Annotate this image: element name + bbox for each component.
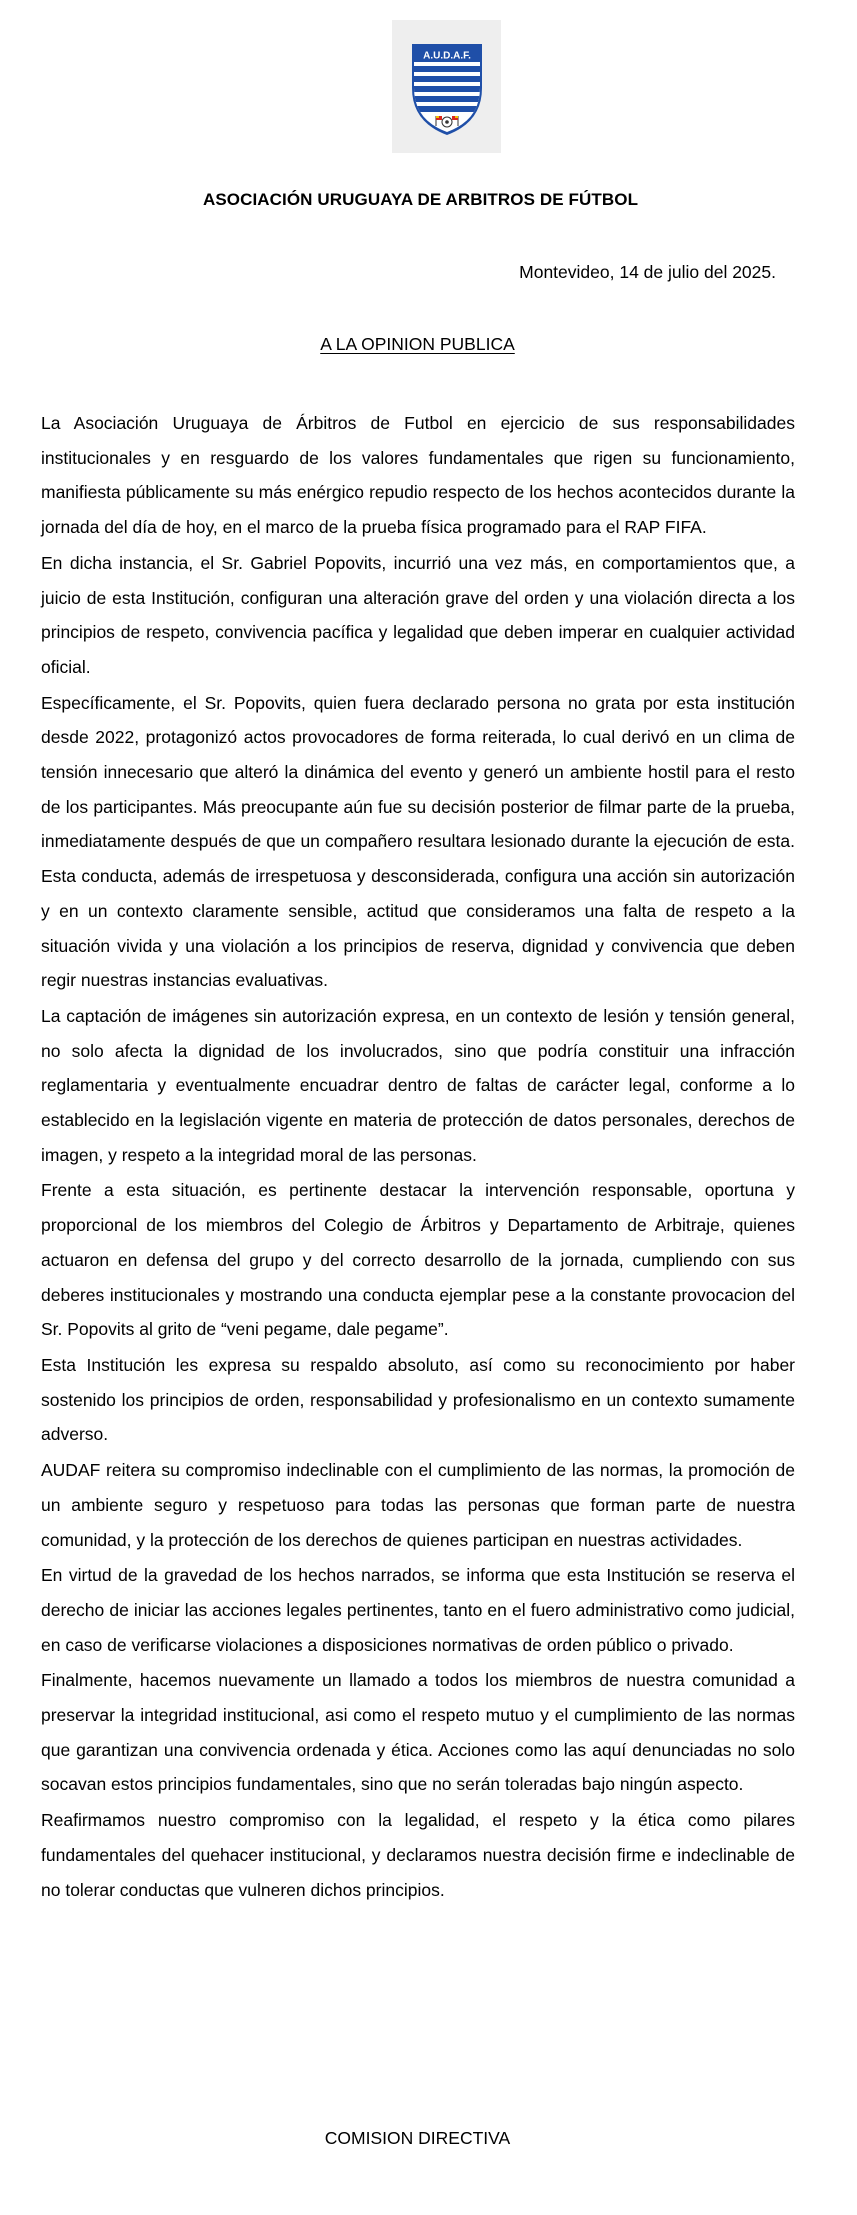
paragraph-5: Frente a esta situación, es pertinente destacar la intervención responsable, oportuna y proporcional de los miembros del Colegio de Árbitros y Departamento de Arbitraje, quienes actuaron en defensa del grupo y del correcto desarrollo de la jornada, cumpliendo con sus deberes institucionales y mostrando una conducta ejemplar pese a la constante provocacion del Sr. Popovits al grito de “veni pegame, dale pegame”. [41,1180,795,1340]
paragraph-2: En dicha instancia, el Sr. Gabriel Popovits, incurrió una vez más, en comportamientos que, a juicio de esta Institución, configuran una alteración grave del orden y una violación directa a los principios de respeto, convivencia pacífica y legalidad que deben imperar en cualquier actividad oficial. [41,552,795,677]
paragraph-6: Esta Institución les expresa su respaldo absoluto, así como su reconocimiento por haber sostenido los principios de orden, responsabilidad y profesionalismo en un contexto sumamente adverso. [41,1354,795,1445]
audaf-logo [392,20,501,153]
paragraph-4: La captación de imágenes sin autorización expresa, en un contexto de lesión y tensión general, no solo afecta la dignidad de los involucrados, sino que podría constituir una infracción reglamentaria y eventualmente encuadrar dentro de faltas de carácter legal, conforme a lo establecido en la legislación vigente en materia de protección de datos personales, derechos de imagen, y respeto a la integridad moral de las personas. [41,1005,795,1165]
statement-heading: A LA OPINION PUBLICA [320,334,515,354]
date-line: Montevideo, 14 de julio del 2025. [519,262,776,282]
audaf-shield-icon [392,20,501,153]
organization-title: ASOCIACIÓN URUGUAYA DE ARBITROS DE FÚTBOL [202,190,639,209]
paragraph-3: Específicamente, el Sr. Popovits, quien fuera declarado persona no grata por esta institución desde 2022, protagonizó actos provocadores de forma reiterada, lo cual derivó en un clima de tensión innecesario que alteró la dinámica del evento y generó un ambiente hostil para el resto de los participantes. Más preocupante aún fue su decisión posterior de filmar parte de la prueba, inmediatamente después de que un compañero resultara lesionado durante la ejecución de esta. Esta conducta, además de irrespetuosa y desconsiderada, configura una acción sin autorización y en un contexto claramente sensible, actitud que consideramos una falta de respeto a la situación vivida y una violación a los principios de reserva, dignidad y convivencia que deben regir nuestras instancias evaluativas. [41,692,795,991]
paragraph-7: AUDAF reitera su compromiso indeclinable con el cumplimiento de las normas, la promoción de un ambiente seguro y respetuoso para todas las personas que forman parte de nuestra comunidad, y la protección de los derechos de quienes participan en nuestras actividades. [41,1460,795,1550]
signature: COMISION DIRECTIVA [324,2128,511,2148]
paragraph-10: Reafirmamos nuestro compromiso con la legalidad, el respeto y la ética como pilares fundamentales del quehacer institucional, y declaramos nuestra decisión firme e indeclinable de no tolerar conductas que vulneren dichos principios. [41,1810,795,1900]
logo-text: A.U.D.A.F. [423,50,471,62]
paragraph-1: La Asociación Uruguaya de Árbitros de Futbol en ejercicio de sus responsabilidades institucionales y en resguardo de los valores fundamentales que rigen su funcionamiento, manifiesta públicamente su más enérgico repudio respecto de los hechos acontecidos durante la jornada del día de hoy, en el marco de la prueba física programado para el RAP FIFA. [41,413,795,538]
paragraph-9: Finalmente, hacemos nuevamente un llamado a todos los miembros de nuestra comunidad a preservar la integridad institucional, asi como el respeto mutuo y el cumplimiento de las normas que garantizan una convivencia ordenada y ética. Acciones como las aquí denunciadas no solo socavan estos principios fundamentales, sino que no serán toleradas bajo ningún aspecto. [41,1670,795,1795]
statement-body [41,406,795,1907]
paragraph-8: En virtud de la gravedad de los hechos narrados, se informa que esta Institución se reserva el derecho de iniciar las acciones legales pertinentes, tanto en el fuero administrativo como judicial, en caso de verificarse violaciones a disposiciones normativas de orden público o privado. [41,1565,795,1655]
